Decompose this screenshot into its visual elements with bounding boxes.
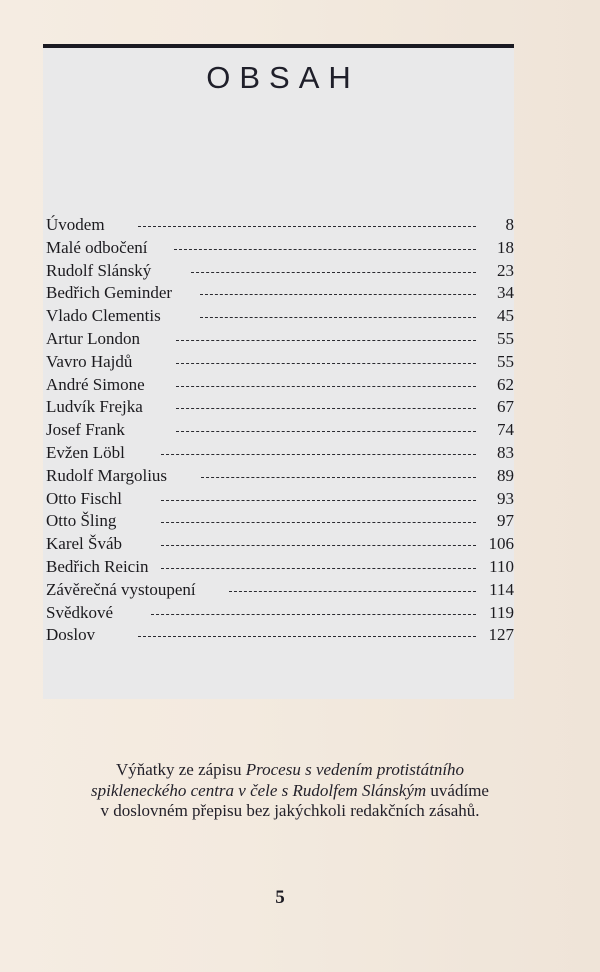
toc-entry-page: 67 — [497, 397, 514, 417]
toc-entry-page: 23 — [497, 260, 514, 280]
toc-entry-page: 83 — [497, 442, 514, 462]
toc-dash-leader — [200, 294, 476, 296]
toc-entry-title: Evžen Löbl — [46, 442, 125, 462]
toc-entry-title: Bedřich Geminder — [46, 283, 173, 303]
toc-entry-title: Svědkové — [46, 602, 114, 622]
editorial-note — [90, 760, 490, 822]
toc-dash-leader — [201, 477, 476, 479]
toc-entry-title: Malé odbočení — [46, 237, 148, 257]
toc-entry-title: Vavro Hajdů — [46, 351, 133, 371]
toc-entry — [46, 328, 514, 351]
toc-dash-leader — [151, 614, 476, 616]
toc-entry — [46, 556, 514, 579]
toc-entry — [46, 351, 514, 374]
toc-entry — [46, 465, 514, 488]
toc-entry-title: Rudolf Slánský — [46, 260, 152, 280]
toc-dash-leader — [161, 454, 476, 456]
toc-dash-leader — [161, 545, 476, 547]
toc-entry-page: 97 — [497, 511, 514, 531]
toc-entry-page: 106 — [488, 534, 514, 554]
toc-entry-title: Ludvík Frejka — [46, 397, 143, 417]
note-text-end: uvádíme v doslovném přepisu bez jakýchkoli redakčních zásahů. — [100, 780, 489, 820]
toc-entry-page: 8 — [505, 215, 514, 234]
toc-dash-leader — [161, 568, 476, 570]
toc-entry — [46, 260, 514, 283]
toc-dash-leader — [161, 500, 476, 502]
toc-entry-title: Doslov — [46, 625, 96, 645]
toc-entry-page: 114 — [489, 579, 514, 599]
toc-entry-title: André Simone — [46, 374, 145, 394]
toc-entry — [46, 510, 514, 533]
toc-dash-leader — [176, 363, 476, 365]
toc-entry-page: 93 — [497, 488, 514, 508]
toc-dash-leader — [176, 431, 476, 433]
toc-entry-page: 55 — [497, 351, 514, 371]
toc-entry — [46, 282, 514, 305]
toc-dash-leader — [174, 249, 476, 251]
toc-entry-title: Úvodem — [46, 215, 105, 234]
toc-dash-leader — [176, 408, 476, 410]
toc-dash-leader — [176, 340, 476, 342]
note-text-start: Výňatky ze zápisu — [115, 760, 246, 779]
toc-entry-title: Josef Frank — [46, 420, 125, 440]
toc-entry — [46, 374, 514, 397]
toc-entry-title: Rudolf Margolius — [46, 465, 168, 485]
toc-entry-page: 45 — [497, 306, 514, 326]
toc-entry-title: Vlado Clementis — [46, 306, 161, 326]
toc-entry — [46, 442, 514, 465]
toc-dash-leader — [176, 386, 476, 388]
toc-entry — [46, 533, 514, 556]
toc-dash-leader — [138, 226, 476, 228]
table-of-contents — [46, 214, 514, 647]
toc-entry — [46, 305, 514, 328]
toc-entry-page: 119 — [489, 602, 514, 622]
toc-dash-leader — [200, 317, 476, 319]
toc-dash-leader — [161, 522, 476, 524]
top-rule — [43, 44, 514, 48]
toc-entry — [46, 214, 514, 237]
toc-entry-page: 34 — [497, 283, 514, 303]
page-title: OBSAH — [206, 60, 360, 95]
toc-entry-title: Bedřich Reicin — [46, 556, 149, 576]
toc-entry — [46, 579, 514, 602]
toc-entry — [46, 624, 514, 647]
toc-dash-leader — [191, 272, 476, 274]
toc-entry — [46, 237, 514, 260]
page-number: 5 — [275, 887, 285, 908]
toc-entry-title: Otto Fischl — [46, 488, 123, 508]
toc-dash-leader — [229, 591, 476, 593]
toc-entry-title: Otto Šling — [46, 511, 117, 531]
toc-entry-page: 74 — [497, 420, 514, 440]
toc-entry — [46, 419, 514, 442]
toc-entry — [46, 396, 514, 419]
toc-entry-title: Závěrečná vystoupení — [46, 579, 196, 599]
toc-entry — [46, 602, 514, 625]
toc-entry — [46, 488, 514, 511]
toc-entry-title: Karel Šváb — [46, 534, 123, 554]
toc-entry-page: 89 — [497, 465, 514, 485]
toc-entry-page: 55 — [497, 328, 514, 348]
toc-entry-page: 127 — [488, 625, 514, 645]
toc-entry-page: 110 — [489, 556, 514, 576]
toc-entry-title: Artur London — [46, 328, 140, 348]
toc-entry-page: 18 — [497, 237, 514, 257]
note-text-italic: Procesu s vedením protistátního spikleneckého centra v čele s Rudolfem Slánským — [91, 760, 465, 800]
toc-entry-page: 62 — [497, 374, 514, 394]
toc-dash-leader — [138, 636, 476, 638]
